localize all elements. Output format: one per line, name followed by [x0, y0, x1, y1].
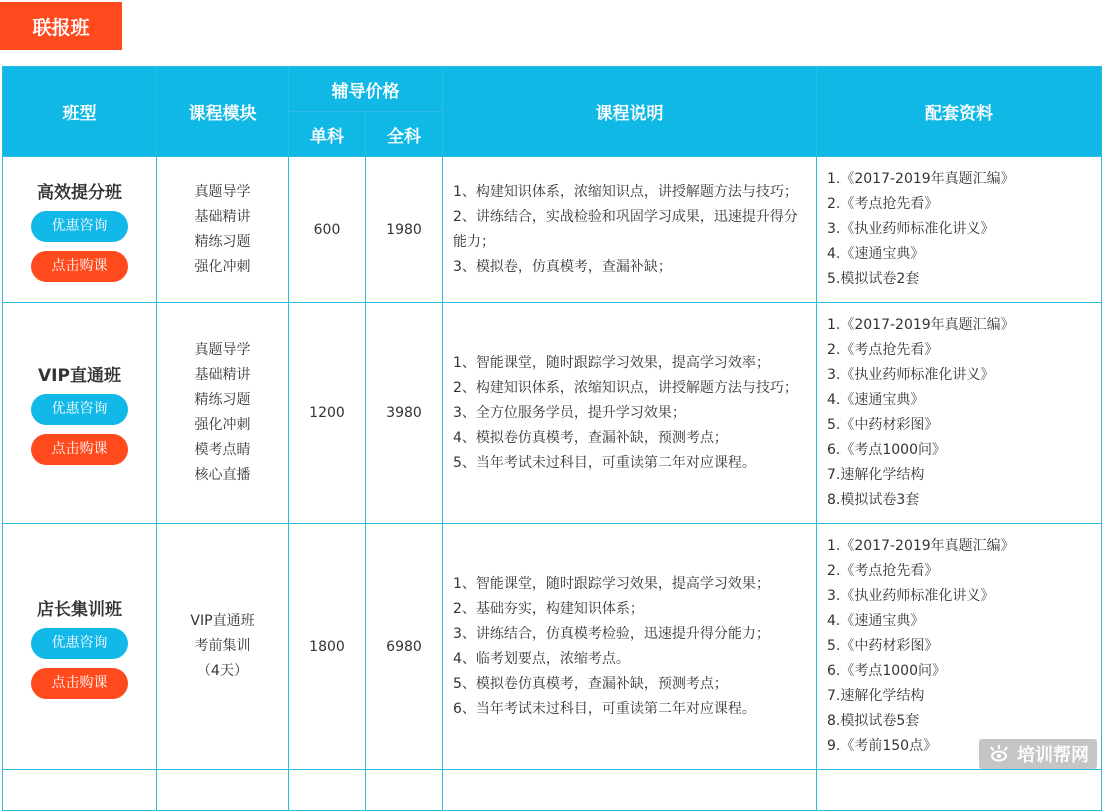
description-line: 3、讲练结合，仿真模考检验，迅速提升得分能力；: [453, 625, 770, 642]
empty-cell: [366, 770, 443, 811]
watermark: [979, 739, 1097, 769]
module-item: 精练习题: [194, 233, 251, 250]
single-price: 1200: [289, 303, 366, 524]
material-item: 8.模拟试卷3套: [827, 492, 920, 508]
description-line: 6、当年考试未过科目，可重读第二年对应课程。: [453, 700, 756, 717]
material-item: 5.《中药材彩图》: [827, 417, 939, 433]
class-name: 店长集训班: [37, 599, 122, 620]
description-line: 4、临考划要点，浓缩考点。: [453, 650, 630, 667]
module-item: 真题导学: [194, 183, 251, 200]
description-line: 4、模拟卷仿真模考，查漏补缺，预测考点；: [453, 429, 728, 446]
module-item: 基础精讲: [194, 367, 251, 383]
class-type-cell: [3, 157, 157, 303]
full-price: 6980: [366, 524, 443, 770]
description-line: 2、构建知识体系，浓缩知识点，讲授解题方法与技巧；: [453, 379, 798, 396]
empty-cell: [157, 770, 289, 811]
header-single-subject: 单科: [289, 112, 366, 157]
empty-cell: [3, 770, 157, 811]
header-description: 课程说明: [443, 67, 817, 157]
modules-cell: [157, 157, 289, 303]
material-item: 7.速解化学结构: [827, 467, 925, 483]
module-item: 基础精讲: [194, 208, 251, 225]
material-item: 2.《考点抢先看》: [827, 196, 939, 212]
pricing-table: [2, 66, 1102, 811]
table-row: [3, 303, 1102, 524]
table-row: [3, 524, 1102, 770]
consult-button[interactable]: 优惠咨询: [31, 628, 128, 659]
description-cell: [443, 524, 817, 770]
material-item: 7.速解化学结构: [827, 688, 925, 704]
module-item: 真题导学: [194, 342, 251, 358]
header-all-subjects: 全科: [366, 112, 443, 157]
single-price: 600: [289, 157, 366, 303]
materials-cell: [817, 157, 1102, 303]
class-name: VIP直通班: [38, 366, 121, 386]
sun-eye-icon: [987, 744, 1011, 764]
description-line: 2、基础夯实，构建知识体系；: [453, 600, 644, 617]
module-item: VIP直通班: [190, 613, 255, 629]
header-materials: 配套资料: [817, 67, 1102, 157]
single-price: 1800: [289, 524, 366, 770]
module-item: 核心直播: [194, 467, 251, 483]
modules-cell: [157, 524, 289, 770]
description-line: 3、全方位服务学员，提升学习效果；: [453, 404, 686, 421]
material-item: 6.《考点1000问》: [827, 442, 946, 458]
material-item: 3.《执业药师标准化讲义》: [827, 221, 995, 237]
module-item: 精练习题: [194, 392, 251, 408]
description-cell: [443, 157, 817, 303]
class-type-cell: [3, 303, 157, 524]
description-line: 1、构建知识体系，浓缩知识点，讲授解题方法与技巧；: [453, 183, 798, 200]
header-price: 辅导价格: [289, 67, 443, 112]
material-item: 4.《速通宝典》: [827, 613, 925, 629]
module-item: 强化冲刺: [194, 417, 251, 433]
table-row: [3, 770, 1102, 811]
description-cell: [443, 303, 817, 524]
empty-cell: [443, 770, 817, 811]
module-item: 强化冲刺: [194, 258, 251, 275]
material-item: 1.《2017-2019年真题汇编》: [827, 538, 1015, 554]
material-item: 1.《2017-2019年真题汇编》: [827, 317, 1015, 333]
buy-course-button[interactable]: 点击购课: [31, 434, 128, 465]
buy-course-button[interactable]: 点击购课: [31, 668, 128, 699]
empty-cell: [817, 770, 1102, 811]
class-name: 高效提分班: [37, 182, 122, 203]
material-item: 3.《执业药师标准化讲义》: [827, 588, 995, 604]
materials-cell: [817, 524, 1102, 770]
material-item: 6.《考点1000问》: [827, 663, 946, 679]
description-line: 3、模拟卷，仿真模考，查漏补缺；: [453, 258, 672, 275]
material-item: 1.《2017-2019年真题汇编》: [827, 171, 1015, 187]
material-item: 4.《速通宝典》: [827, 246, 925, 262]
empty-cell: [289, 770, 366, 811]
module-item: 模考点睛: [194, 442, 251, 458]
material-item: 3.《执业药师标准化讲义》: [827, 367, 995, 383]
module-item: 考前集训: [194, 638, 251, 654]
header-type: 班型: [3, 67, 157, 157]
material-item: 5.《中药材彩图》: [827, 638, 939, 654]
material-item: 4.《速通宝典》: [827, 392, 925, 408]
consult-button[interactable]: 优惠咨询: [31, 394, 128, 425]
material-item: 2.《考点抢先看》: [827, 563, 939, 579]
full-price: 3980: [366, 303, 443, 524]
description-line: 5、模拟卷仿真模考，查漏补缺，预测考点；: [453, 675, 728, 692]
table-row: [3, 157, 1102, 303]
description-line: 1、智能课堂，随时跟踪学习效果，提高学习效率；: [453, 354, 770, 371]
module-item: （4天）: [197, 663, 248, 679]
material-item: 8.模拟试卷5套: [827, 713, 920, 729]
class-type-cell: [3, 524, 157, 770]
material-item: 9.《考前150点》: [827, 738, 938, 754]
materials-cell: [817, 303, 1102, 524]
section-tag: 联报班: [0, 2, 122, 50]
description-line: 1、智能课堂，随时跟踪学习效果，提高学习效果；: [453, 575, 770, 592]
material-item: 2.《考点抢先看》: [827, 342, 939, 358]
consult-button[interactable]: 优惠咨询: [31, 211, 128, 242]
description-line: 5、当年考试未过科目，可重读第二年对应课程。: [453, 454, 756, 471]
modules-cell: [157, 303, 289, 524]
buy-course-button[interactable]: 点击购课: [31, 251, 128, 282]
material-item: 5.模拟试卷2套: [827, 271, 920, 287]
header-modules: 课程模块: [157, 67, 289, 157]
watermark-text: 培训帮网: [1017, 745, 1089, 766]
full-price: 1980: [366, 157, 443, 303]
description-line: 2、讲练结合，实战检验和巩固学习成果，迅速提升得分能力；: [453, 208, 798, 250]
